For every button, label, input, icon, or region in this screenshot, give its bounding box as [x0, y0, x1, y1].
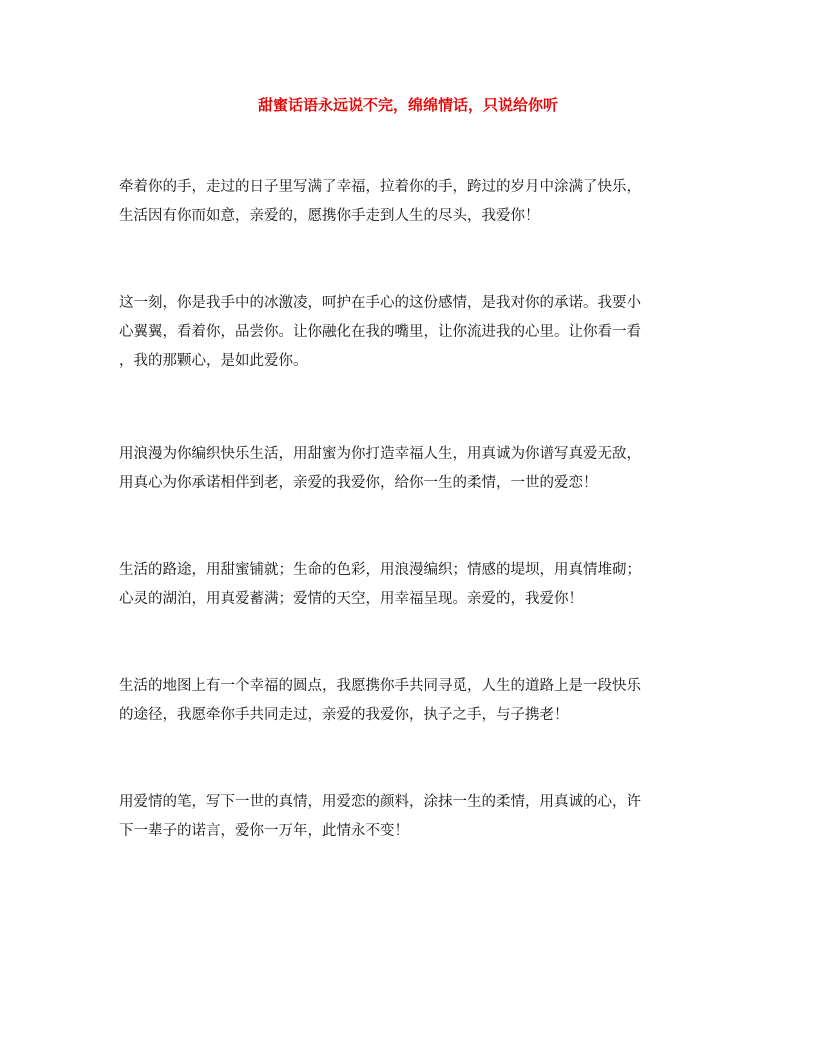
paragraph-1: [119, 173, 699, 231]
paragraph-line: 生活的地图上有一个幸福的圆点，我愿携你手共同寻觅，人生的道路上是一段快乐: [119, 678, 641, 694]
paragraph-4: [119, 556, 699, 614]
paragraph-6: [119, 788, 699, 846]
paragraph-line: 的途径，我愿牵你手共同走过，亲爱的我爱你，执子之手，与子携老！: [119, 707, 569, 723]
paragraph-line: 心灵的湖泊，用真爱蓄满；爱情的天空，用幸福呈现。亲爱的，我爱你！: [119, 591, 583, 607]
paragraph-line: 这一刻，你是我手中的冰激凌，呵护在手心的这份感情，是我对你的承诺。我要小: [119, 295, 641, 311]
paragraph-line: 用爱情的笔，写下一世的真情，用爱恋的颜料，涂抹一生的柔情，用真诚的心，许: [119, 794, 641, 810]
paragraph-line: 牵着你的手，走过的日子里写满了幸福，拉着你的手，跨过的岁月中涂满了快乐，: [119, 179, 641, 195]
paragraph-line: 心翼翼，看着你，品尝你。让你融化在我的嘴里，让你流进我的心里。让你看一看: [119, 324, 641, 340]
paragraph-line: 用浪漫为你编织快乐生活，用甜蜜为你打造幸福人生，用真诚为你谱写真爱无敌，: [119, 446, 641, 462]
paragraph-line: 生活因有你而如意，亲爱的，愿携你手走到人生的尽头，我爱你！: [119, 208, 540, 224]
paragraph-2: [119, 289, 699, 376]
paragraph-5: [119, 672, 699, 730]
paragraph-3: [119, 440, 699, 498]
paragraph-line: ，我的那颗心，是如此爱你。: [119, 353, 308, 369]
paragraph-line: 用真心为你承诺相伴到老，亲爱的我爱你，给你一生的柔情，一世的爱恋！: [119, 475, 598, 491]
paragraph-line: 下一辈子的诺言，爱你一万年，此情永不变！: [119, 823, 409, 839]
paragraph-line: 生活的路途，用甜蜜铺就；生命的色彩，用浪漫编织；情感的堤坝，用真情堆砌；: [119, 562, 641, 578]
document-title: 甜蜜话语永远说不完，绵绵情话，只说给你听: [257, 96, 558, 114]
